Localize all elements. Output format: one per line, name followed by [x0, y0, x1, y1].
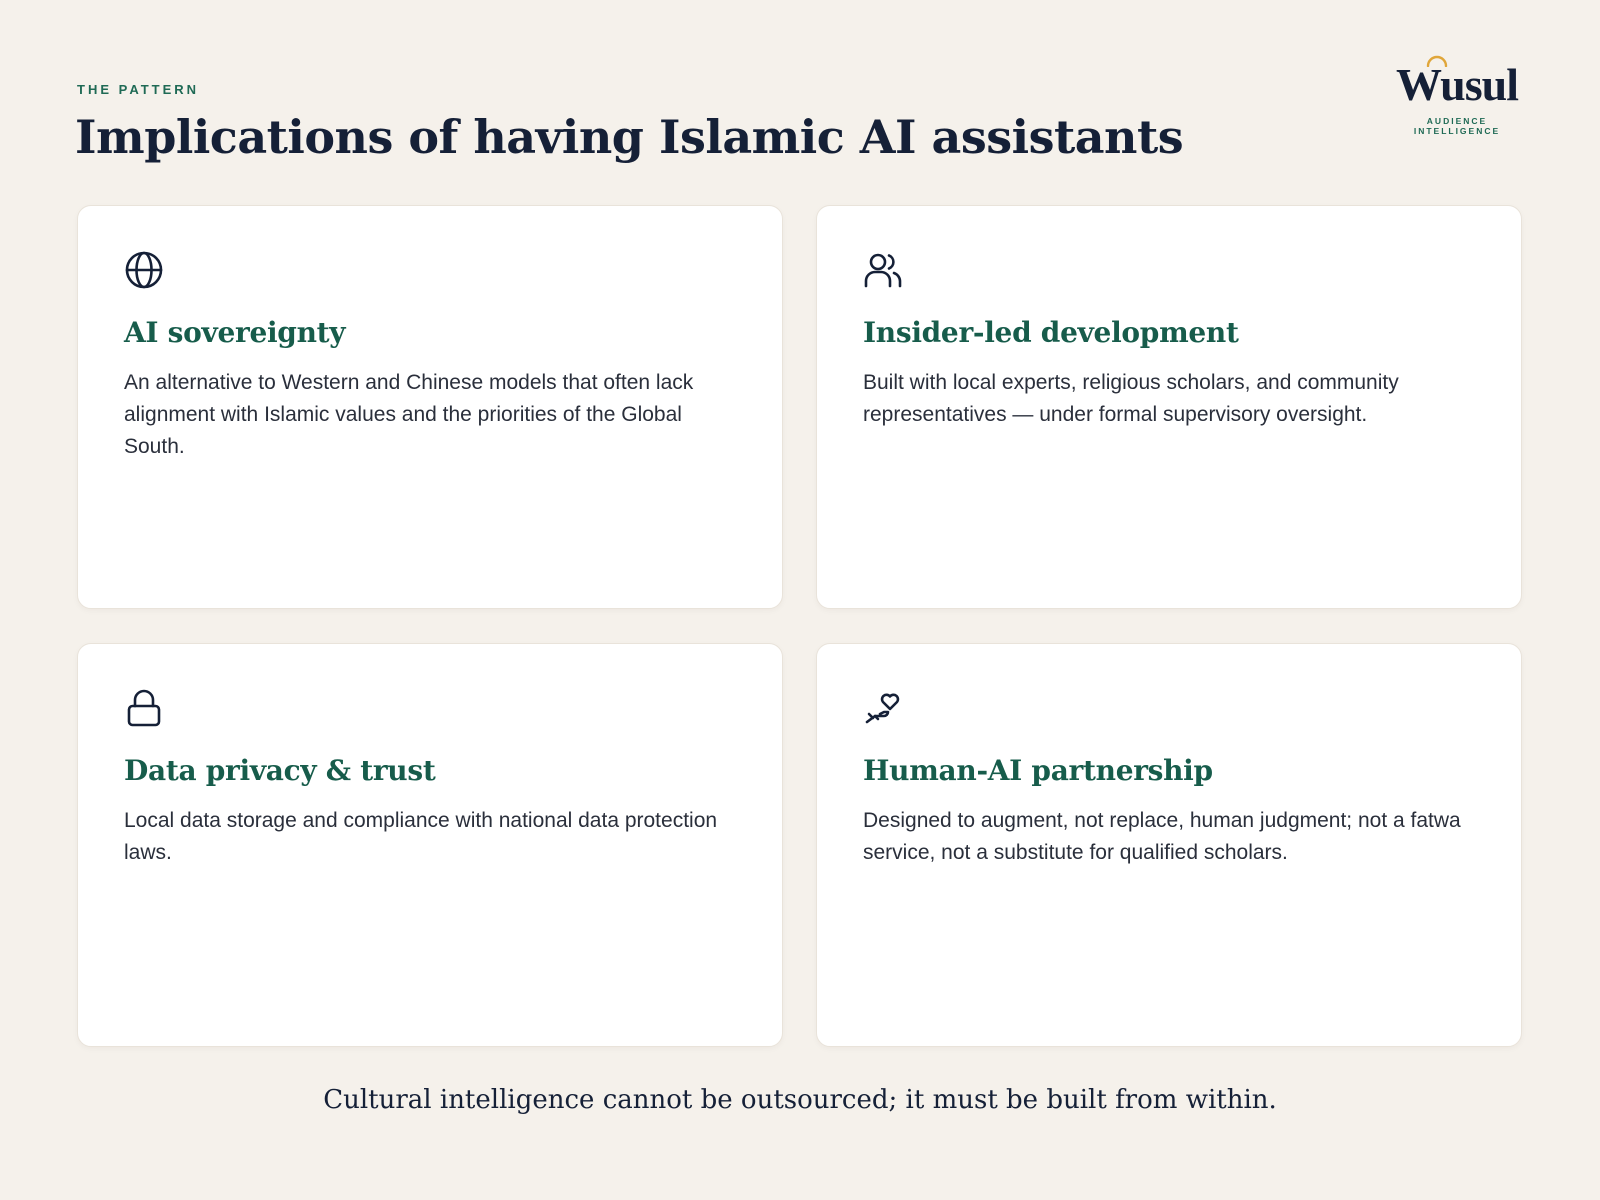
card-body: Designed to augment, not replace, human judgment; not a fatwa service, not a substitute for qualified scholars. — [863, 809, 1461, 864]
card-body: Local data storage and compliance with national data protection laws. — [124, 809, 718, 864]
card-body: Built with local experts, religious scholars, and community representatives — under formal supervisory oversight. — [863, 371, 1399, 426]
card-human-ai-partnership — [816, 643, 1522, 1047]
card-title: Human-AI partnership — [863, 754, 1213, 787]
hand-heart-icon — [863, 688, 903, 728]
globe-icon — [124, 250, 164, 290]
logo-wordmark-text: Wusul — [1395, 59, 1519, 110]
logo-arc-icon — [1425, 53, 1449, 67]
page-title: Implications of having Islamic AI assistants — [75, 110, 1184, 164]
card-ai-sovereignty — [77, 205, 783, 609]
closing-statement: Cultural intelligence cannot be outsourced; it must be built from within. — [323, 1085, 1277, 1115]
section-eyebrow: THE PATTERN — [77, 82, 200, 97]
logo-tagline: AUDIENCE INTELLIGENCE — [1413, 116, 1501, 136]
card-title: Insider-led development — [863, 316, 1239, 349]
implications-grid — [77, 205, 1524, 1047]
card-body: An alternative to Western and Chinese models that often lack alignment with Islamic values and the priorities of the Global South. — [124, 371, 694, 458]
card-title: AI sovereignty — [124, 316, 346, 349]
card-title: Data privacy & trust — [124, 754, 436, 787]
card-insider-led-development — [816, 205, 1522, 609]
lock-icon — [124, 688, 164, 728]
brand-logo — [1387, 59, 1527, 136]
users-icon — [863, 250, 903, 290]
card-data-privacy-trust — [77, 643, 783, 1047]
logo-wordmark — [1387, 59, 1527, 110]
